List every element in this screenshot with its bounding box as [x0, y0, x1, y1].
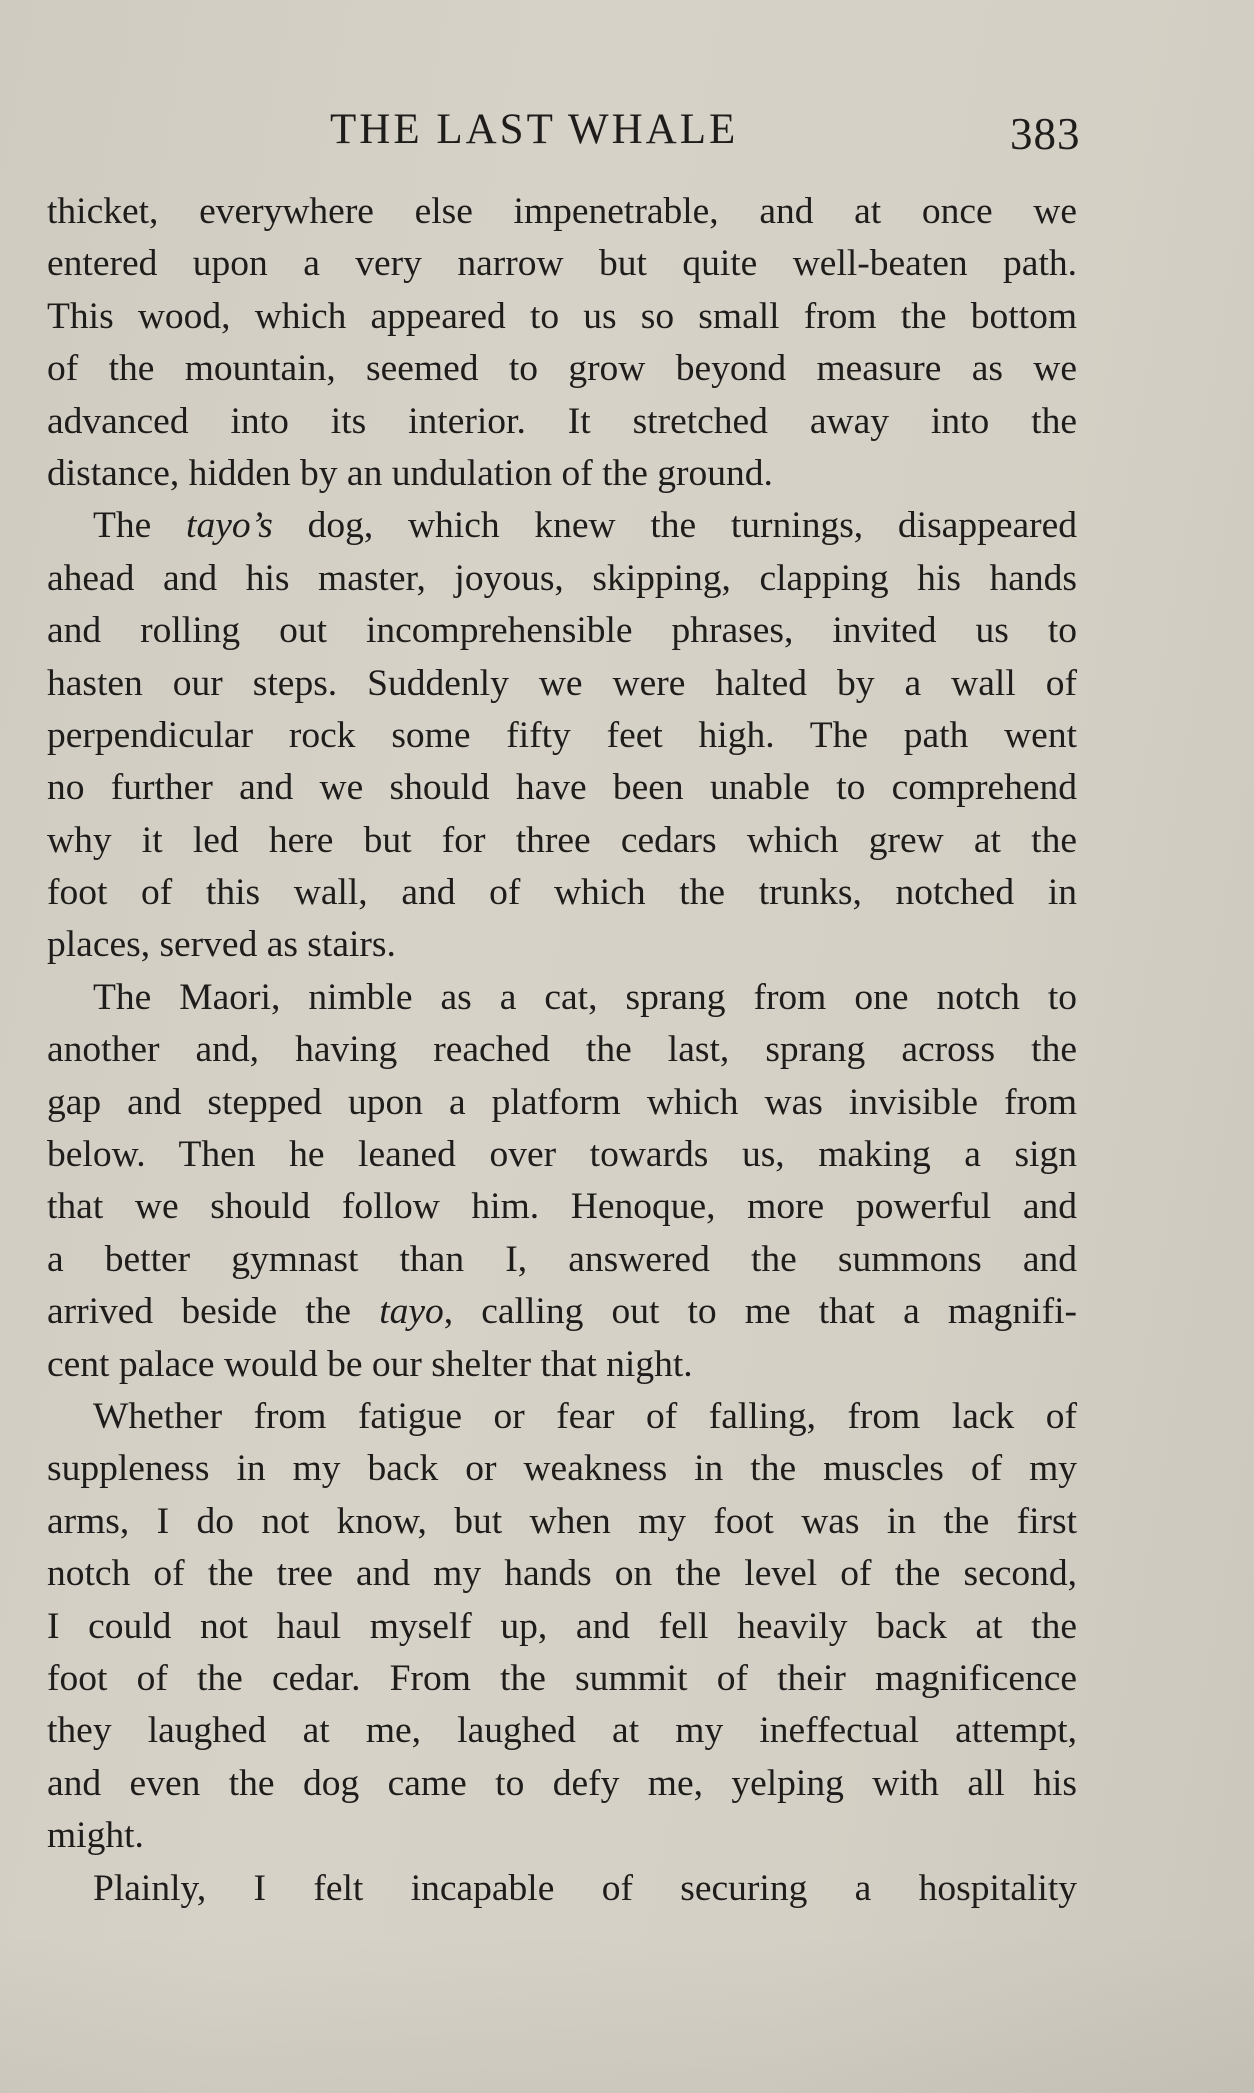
text-line: [47, 1286, 1077, 1338]
text-line: why it led here but for three cedars which grew at the: [47, 819, 1077, 861]
italic-word: tayo: [379, 1291, 444, 1333]
text-run: dog, which knew the turnings, disappeared: [272, 505, 1077, 547]
text-run: arrived beside the: [47, 1291, 380, 1333]
text-line: and rolling out incomprehensible phrases, invited us to: [47, 610, 1077, 652]
text-line: advanced into its interior. It stretched away into the: [47, 400, 1077, 442]
text-line: hasten our steps. Suddenly we were halted by a wall of: [47, 662, 1077, 704]
text-line: cent palace would be our shelter that night.: [47, 1343, 693, 1385]
text-line: and even the dog came to defy me, yelping with all his: [47, 1762, 1077, 1804]
text-run: , calling out to me that a magnifi-: [443, 1291, 1077, 1333]
text-line: Plainly, I felt incapable of securing a hospitality: [93, 1867, 1077, 1909]
italic-word: tayo’s: [186, 505, 273, 547]
text-line: another and, having reached the last, sprang across the: [47, 1029, 1077, 1071]
text-line: might.: [47, 1815, 144, 1857]
text-line: no further and we should have been unable to comprehend: [47, 767, 1077, 809]
text-line: Whether from fatigue or fear of falling, from lack of: [93, 1395, 1077, 1437]
text-line: [47, 500, 1077, 552]
text-line: of the mountain, seemed to grow beyond measure as we: [47, 348, 1077, 390]
text-line: arms, I do not know, but when my foot was in the first: [47, 1500, 1077, 1542]
text-line: perpendicular rock some fifty feet high. The path went: [47, 714, 1077, 756]
body-text: [47, 186, 1077, 1915]
text-line: that we should follow him. Henoque, more powerful and: [47, 1186, 1077, 1228]
page-number: 383: [1010, 109, 1081, 159]
text-line: foot of the cedar. From the summit of their magnificence: [47, 1657, 1077, 1699]
text-line: suppleness in my back or weakness in the muscles of my: [47, 1448, 1077, 1490]
text-run: The: [93, 505, 187, 547]
text-line: entered upon a very narrow but quite well-beaten path.: [47, 243, 1077, 285]
text-line: below. Then he leaned over towards us, making a sign: [47, 1134, 1077, 1176]
text-line: thicket, everywhere else impenetrable, and at once we: [47, 191, 1077, 232]
text-line: notch of the tree and my hands on the level of the second,: [47, 1553, 1077, 1595]
running-head: [0, 100, 1254, 160]
text-line: they laughed at me, laughed at my ineffectual attempt,: [47, 1710, 1077, 1752]
text-line: gap and stepped upon a platform which was invisible from: [47, 1081, 1077, 1123]
text-line: distance, hidden by an undulation of the ground.: [47, 452, 773, 494]
text-line: This wood, which appeared to us so small from the bottom: [47, 295, 1077, 337]
text-line: ahead and his master, joyous, skipping, clapping his hands: [47, 557, 1077, 599]
text-line: The Maori, nimble as a cat, sprang from one notch to: [93, 976, 1077, 1018]
text-line: places, served as stairs.: [47, 924, 396, 966]
page-shading: [0, 1933, 1254, 2093]
text-line: I could not haul myself up, and fell heavily back at the: [47, 1605, 1077, 1647]
text-line: a better gymnast than I, answered the summons and: [47, 1238, 1077, 1280]
running-title: THE LAST WHALE: [330, 106, 739, 153]
text-line: foot of this wall, and of which the trunks, notched in: [47, 872, 1077, 914]
